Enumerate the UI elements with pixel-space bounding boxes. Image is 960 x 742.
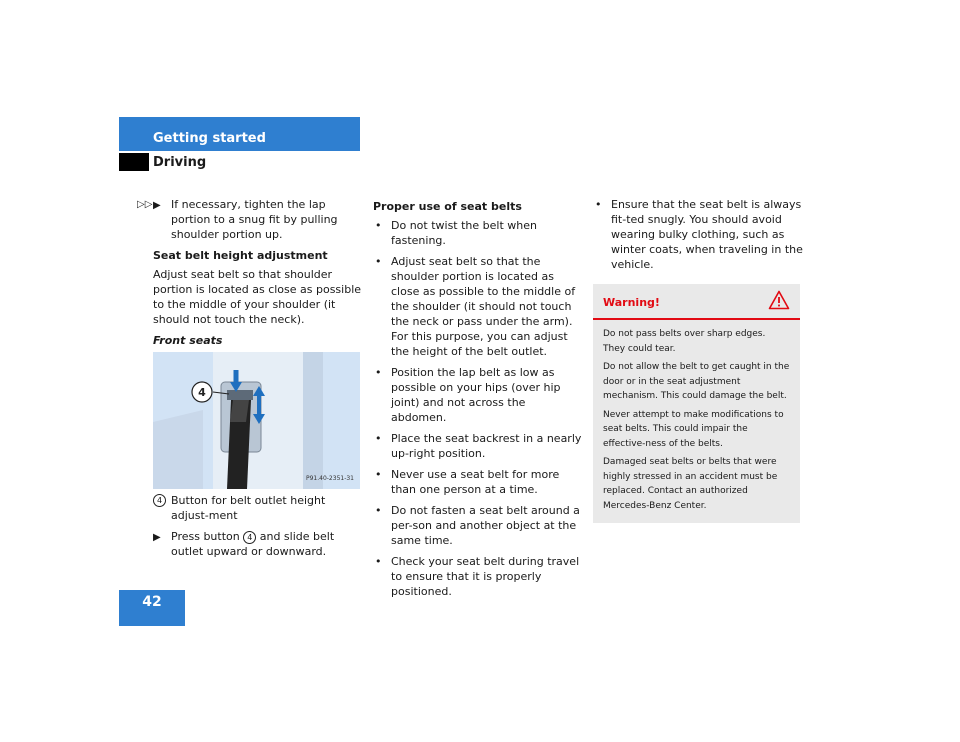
page-number: 42 (142, 594, 162, 610)
list-item-text: Place the seat backrest in a nearly up-right position. (391, 432, 582, 460)
list-item (373, 365, 583, 425)
column-2 (373, 197, 583, 605)
figure-legend-item (153, 493, 363, 523)
section-heading: Proper use of seat belts (373, 200, 522, 213)
list-item-text: Position the lap belt as low as possible on your hips (over hip joint) and not across the abdomen. (391, 366, 561, 424)
continuation-marker: ▷▷ (137, 199, 153, 210)
legend-text: Button for belt outlet height adjust-ment (171, 494, 326, 522)
list-item (373, 467, 583, 497)
warning-box (593, 284, 800, 523)
warning-triangle-icon (768, 290, 790, 310)
list-item-text: Do not fasten a seat belt around a per-son and another object at the same time. (391, 504, 580, 547)
warning-paragraph: Damaged seat belts or belts that were highly stressed in an accident must be replaced. Contact an authorized Mercedes-Benz Center. (603, 457, 778, 511)
section-title: Getting started (153, 131, 266, 146)
instruction-text-before: Press button (171, 530, 244, 543)
list-item (373, 503, 583, 548)
bullet-icon: • (375, 366, 382, 379)
list-item-text: Ensure that the seat belt is always fit-ted snugly. You should avoid wearing bulky clothing, such as winter coats, when traveling in the vehicle. (611, 198, 803, 271)
bullet-icon: • (375, 255, 382, 268)
bullet-icon: • (375, 432, 382, 445)
bullet-icon: • (375, 504, 382, 517)
arrow-icon: ▶ (153, 532, 161, 543)
warning-title: Warning! (603, 296, 660, 309)
list-item-text: Adjust seat belt so that the shoulder portion is located as close as possible to the middle of the shoulder (it should not touch the neck or pass under the arm). For this purpose, you can adjust the height of the belt outlet. (391, 255, 576, 358)
seat-belt-figure (153, 352, 360, 489)
list-item (373, 218, 583, 248)
bullet-icon: • (375, 468, 382, 481)
list-item-text: Do not twist the belt when fastening. (391, 219, 537, 247)
warning-body (593, 320, 800, 513)
instruction-text-after: and slide belt outlet upward or downward. (171, 530, 335, 558)
instruction-text: If necessary, tighten the lap portion to a snug fit by pulling shoulder portion up. (171, 198, 338, 241)
column-1 (153, 197, 363, 565)
section-heading: Seat belt height adjustment (153, 249, 328, 262)
subheading: Front seats (153, 334, 223, 347)
instruction-step (153, 197, 363, 242)
list-item (593, 197, 803, 272)
list-item-text: Check your seat belt during travel to ensure that it is properly positioned. (391, 555, 580, 598)
button-reference: 4 (243, 531, 256, 544)
belt-outlet-illustration (153, 352, 360, 489)
list-item (373, 431, 583, 461)
warning-header (593, 284, 800, 320)
list-item-text: Never use a seat belt for more than one person at a time. (391, 468, 560, 496)
bullet-icon: • (375, 219, 382, 232)
legend-number: 4 (153, 494, 166, 507)
figure-code: P91.40-2351-31 (305, 475, 354, 482)
subsection-marker (119, 153, 149, 171)
warning-paragraph: Never attempt to make modifications to seat belts. This could impair the effective-ness of the belts. (603, 409, 784, 449)
subsection-title: Driving (153, 155, 207, 170)
warning-paragraph: Do not pass belts over sharp edges. They could tear. (603, 329, 766, 354)
column-3 (593, 197, 803, 523)
warning-paragraph: Do not allow the belt to get caught in the door or in the seat adjustment mechanism. This could damage the belt. (603, 362, 790, 401)
paragraph: Adjust seat belt so that shoulder portion is located as close as possible to the middle of your shoulder (it should not touch the neck). (153, 268, 362, 326)
figure-callout: 4 (198, 386, 206, 399)
arrow-icon: ▶ (153, 200, 161, 211)
bullet-icon: • (375, 555, 382, 568)
bullet-icon: • (595, 198, 602, 211)
instruction-step (153, 529, 363, 559)
list-item (373, 554, 583, 599)
list-item (373, 254, 583, 359)
